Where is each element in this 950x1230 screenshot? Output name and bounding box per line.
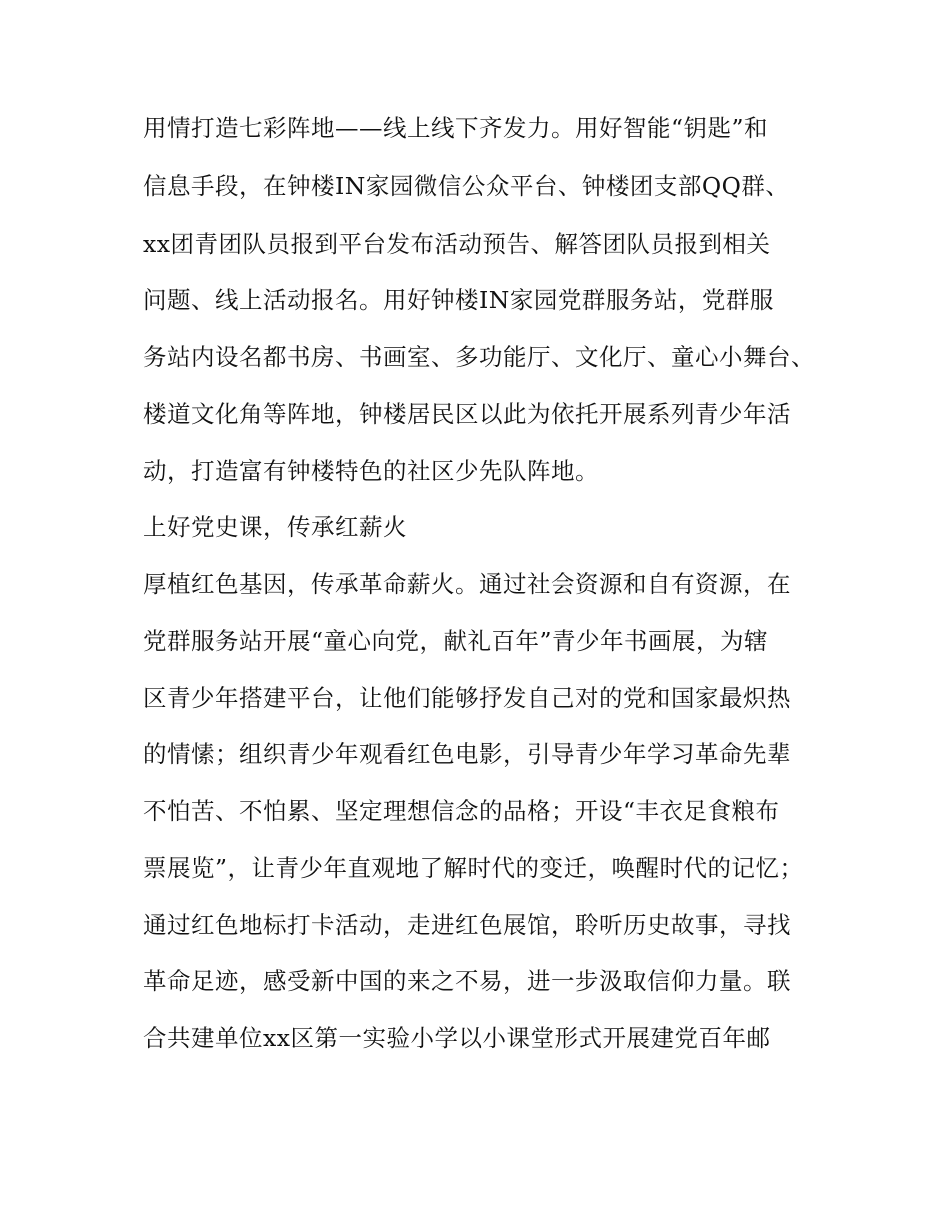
text-line: 动，打造富有钟楼特色的社区少先队阵地。 [143,457,599,485]
text-line: 党群服务站开展“童心向党，献礼百年”青少年书画展，为辖 [143,627,769,655]
text-line: 的情愫；组织青少年观看红色电影，引导青少年学习革命先辈 [143,740,791,768]
text-line: 务站内设名都书房、书画室、多功能厅、文化厅、童心小舞台、 [143,343,815,371]
text-line: 不怕苦、不怕累、坚定理想信念的品格；开设“丰衣足食粮布 [143,797,780,825]
text-line: 楼道文化角等阵地，钟楼居民区以此为依托开展系列青少年活 [143,400,791,428]
text-line: 合共建单位xx区第一实验小学以小课堂形式开展建党百年邮 [143,1024,771,1052]
text-line: 用情打造七彩阵地——线上线下齐发力。用好智能“钥匙”和 [143,114,769,142]
text-line: 厚植红色基因，传承革命薪火。通过社会资源和自有资源，在 [143,570,791,598]
section-heading: 上好党史课，传承红薪火 [143,513,407,541]
text-line: xx团青团队员报到平台发布活动预告、解答团队员报到相关 [143,230,771,258]
text-line: 信息手段，在钟楼IN家园微信公众平台、钟楼团支部QQ群、 [143,172,790,200]
text-line: 革命足迹，感受新中国的来之不易，进一步汲取信仰力量。联 [143,967,791,995]
text-line: 问题、线上活动报名。用好钟楼IN家园党群服务站，党群服 [143,286,774,314]
text-line: 区青少年搭建平台，让他们能够抒发自己对的党和国家最炽热 [143,684,791,712]
text-line: 票展览”，让青少年直观地了解时代的变迁，唤醒时代的记忆； [143,854,804,882]
text-line: 通过红色地标打卡活动，走进红色展馆，聆听历史故事，寻找 [143,911,791,939]
